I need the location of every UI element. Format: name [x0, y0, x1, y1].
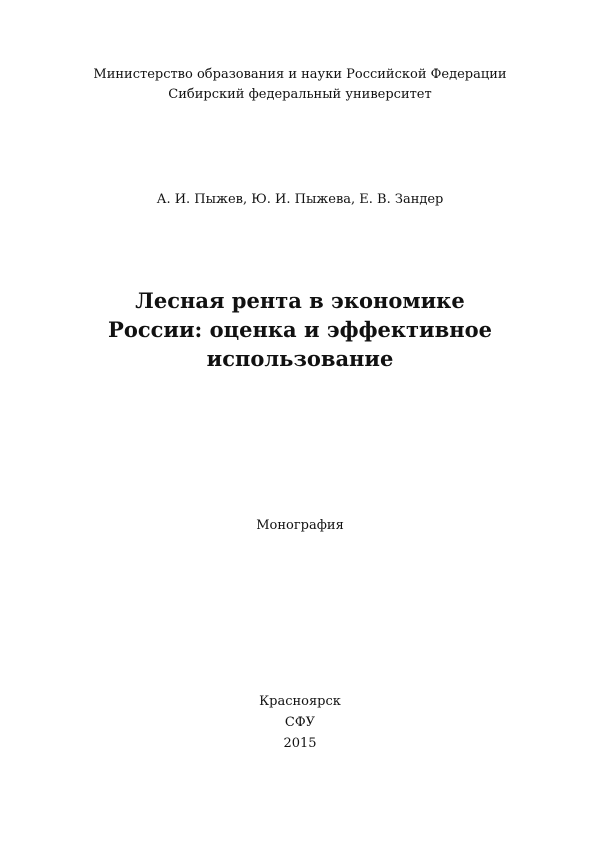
imprint-publisher: СФУ: [284, 715, 316, 730]
title-line: Лесная рента в экономике: [135, 288, 465, 313]
authors: А. И. Пыжев, Ю. И. Пыжева, Е. В. Зандер: [156, 192, 444, 207]
title-line: использование: [206, 346, 394, 371]
book-title: [0, 286, 600, 373]
imprint-city: Красноярск: [259, 694, 341, 709]
imprint-year: 2015: [283, 736, 317, 751]
university-name: Сибирский федеральный университет: [168, 87, 432, 102]
publication-genre: Монография: [256, 518, 344, 533]
ministry-name: Министерство образования и науки Российской Федерации: [93, 67, 507, 82]
title-line: России: оценка и эффективное: [108, 317, 492, 342]
